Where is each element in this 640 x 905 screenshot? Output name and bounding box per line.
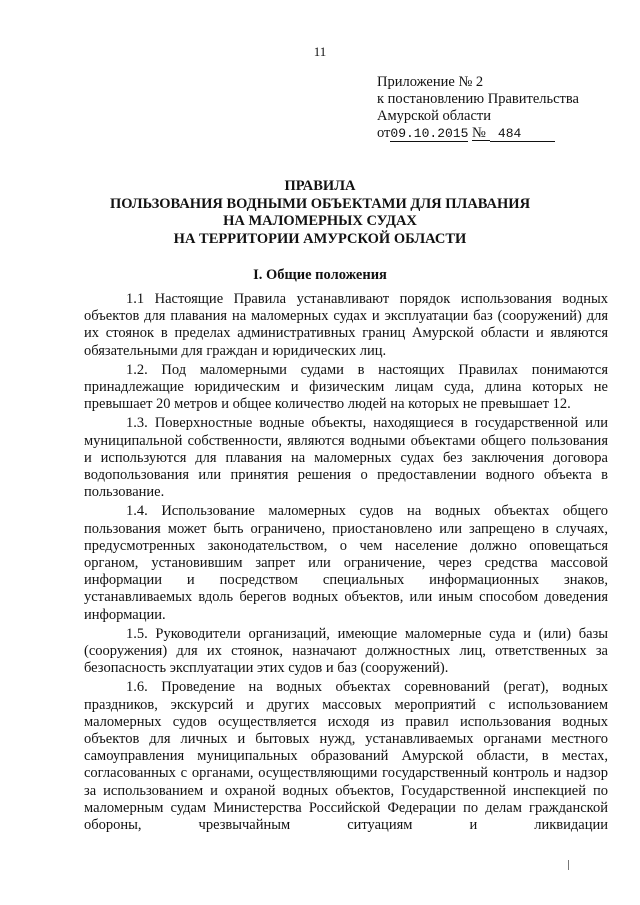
paragraph-1-5: 1.5. Руководители организаций, имеющие маломерные суда и (или) базы (сооружения) для их стоянок, назначают должностных лиц, ответственных за безопасность эксплуатации этих судов и баз (сооружений).	[84, 625, 608, 677]
appendix-block	[377, 74, 579, 142]
appendix-title: Приложение № 2	[377, 74, 484, 90]
appendix-date-line	[377, 125, 579, 142]
paragraph-1-1: 1.1 Настоящие Правила устанавливают порядок использования водных объектов для плавания на маломерных судах и эксплуатации баз (сооружений) для их стоянок в пределах административных границ Амурской области и являются обязательными для граждан и юридических лиц.	[84, 291, 608, 359]
title-line-4: НА ТЕРРИТОРИИ АМУРСКОЙ ОБЛАСТИ	[173, 230, 467, 247]
section-heading: I. Общие положения	[253, 267, 387, 283]
paragraph-1-4: 1.4. Использование маломерных судов на водных объектах общего пользования может быть ограничено, приостановлено или запрещено в случаях, предусмотренных законодательством, о чем население должно оповещаться органом, установившим запрет или ограничение, через средства массовой информации и посредством специальных информационных знаков, устанавливаемых вдоль берегов водных объектов, или иным способом доведения информации.	[84, 503, 608, 623]
paragraph-1-3: 1.3. Поверхностные водные объекты, находящиеся в государственной или муниципальной собственности, являются водными объектами общего пользования и используются для плавания на маломерных судах без заключения договора водопользования или принятия решения о предоставлении водного объекта в пользование.	[84, 415, 608, 501]
appendix-number: 484	[490, 127, 555, 142]
appendix-date-prefix: от	[377, 125, 391, 141]
scan-mark	[568, 860, 575, 870]
title-line-2: ПОЛЬЗОВАНИЯ ВОДНЫМИ ОБЪЕКТАМИ ДЛЯ ПЛАВАНИЯ	[109, 195, 531, 212]
appendix-date: 09.10.2015	[390, 126, 469, 141]
appendix-reference: к постановлению Правительства	[377, 91, 579, 107]
title-line-3: НА МАЛОМЕРНЫХ СУДАХ	[223, 213, 417, 229]
page-number: 11	[313, 44, 327, 59]
paragraph-1-2: 1.2. Под маломерными судами в настоящих Правилах понимаются принадлежащие юридическим и физическим лицам суда, длина которых не превышает 20 метров и общее количество людей на которых не превышает 12.	[84, 361, 608, 413]
appendix-region: Амурской области	[377, 108, 491, 124]
paragraph-1-6: 1.6. Проведение на водных объектах соревнований (регат), водных праздников, экскурсий и других массовых мероприятий с использованием маломерных судов осуществляется исходя из правил использования водных объектов для личных и бытовых нужд, устанавливаемых органами местного самоуправления муниципальных образований Амурской области, в местах, согласованных с органами, осуществляющими государственный контроль и надзор за использованием и охраной водных объектов, Государственной инспекцией по маломерным судам Министерства Российской Федерации по делам гражданской обороны, чрезвычайным ситуациям и ликвидации	[84, 679, 608, 834]
document-title	[0, 178, 640, 248]
document-body	[84, 291, 608, 836]
appendix-number-prefix: №	[472, 126, 490, 141]
title-line-1: ПРАВИЛА	[284, 178, 356, 194]
